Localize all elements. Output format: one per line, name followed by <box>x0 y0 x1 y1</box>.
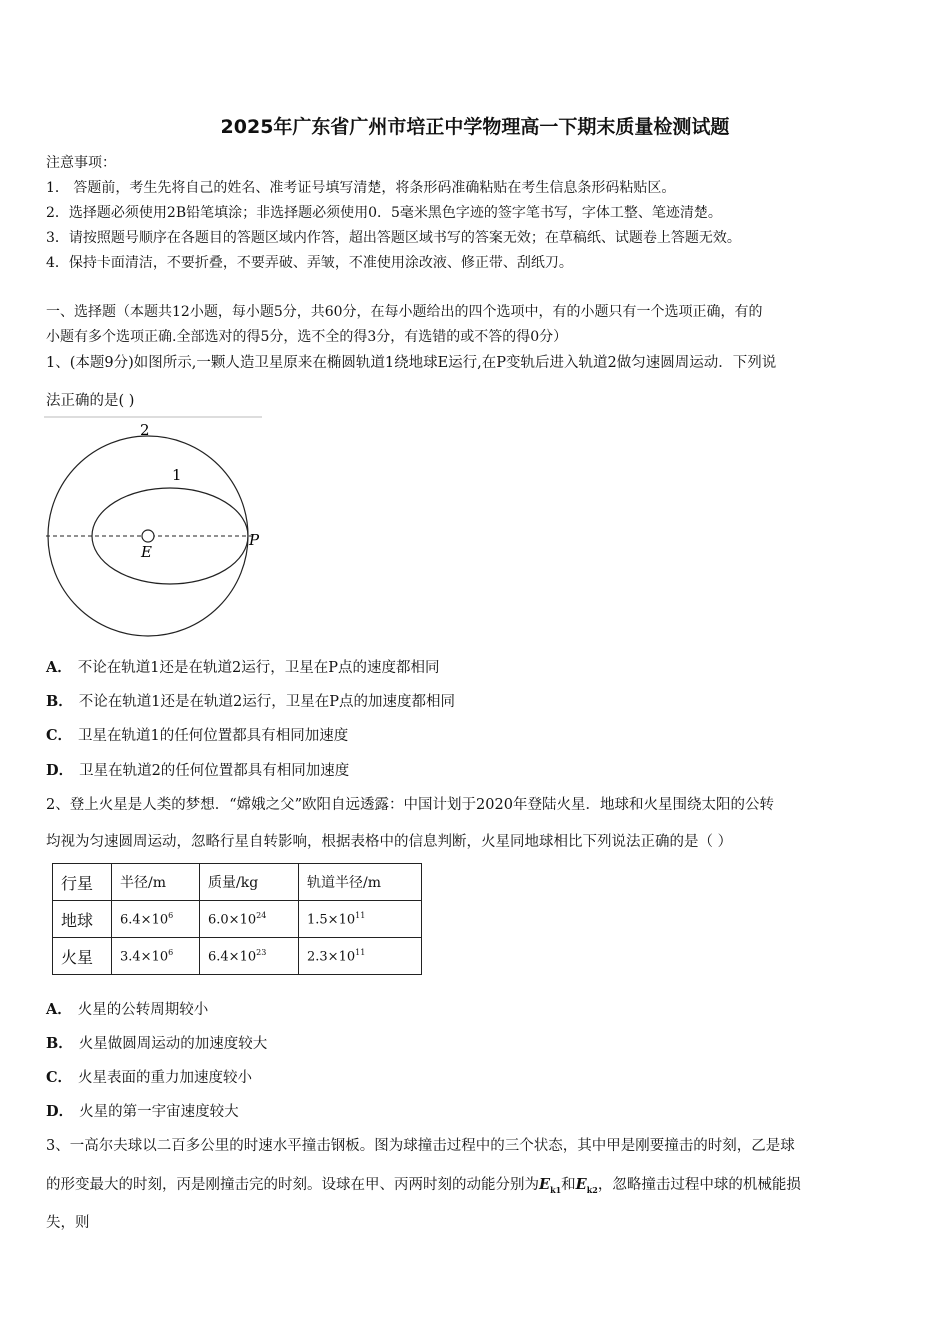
orbit-base: 2.3×10 <box>307 949 356 965</box>
option-text: 卫星在轨道2的任何位置都具有相同加速度 <box>79 763 350 779</box>
question-3-text: 的形变最大的时刻，丙是刚撞击完的时刻。设球在甲、丙两时刻的动能分别为 <box>46 1177 539 1193</box>
orbit-1-label: 1 <box>172 466 182 484</box>
table-row <box>53 901 422 938</box>
notice-item: 4．保持卡面清洁，不要折叠，不要弄破、弄皱，不准使用涂改液、修正带、刮纸刀。 <box>46 255 573 271</box>
mass-base: 6.0×10 <box>208 912 257 928</box>
question-3-text: 和 <box>561 1177 576 1193</box>
option-text: 不论在轨道1还是在轨道2运行，卫星在P点的速度都相同 <box>77 660 440 676</box>
orbit-exponent: 11 <box>355 910 366 920</box>
question-1-line-1: 1、(本题9分)如图所示,一颗人造卫星原来在椭圆轨道1绕地球E运行,在P变轨后进入轨道2做匀速圆周运动．下列说 <box>46 355 777 371</box>
question-2-line-2: 均视为匀速圆周运动，忽略行星自转影响，根据表格中的信息判断，火星同地球相比下列说法正确的是（ ） <box>46 834 733 850</box>
option-letter: D． <box>46 762 74 779</box>
question-3-line-2 <box>46 1173 801 1195</box>
option-letter: C． <box>46 727 73 744</box>
q2-option-a[interactable] <box>46 998 208 1019</box>
page-title: 2025年广东省广州市培正中学物理高一下期末质量检测试题 <box>220 116 730 138</box>
radius-base: 6.4×10 <box>120 912 169 928</box>
option-text: 火星做圆周运动的加速度较大 <box>78 1036 268 1052</box>
mass-cell <box>200 938 299 975</box>
point-p-label: P <box>249 531 260 549</box>
planet-name-cell: 火星 <box>53 938 112 975</box>
q2-option-b[interactable] <box>46 1032 267 1053</box>
mass-base: 6.4×10 <box>208 949 257 965</box>
q1-option-a[interactable] <box>46 656 439 677</box>
earth-circle <box>142 530 154 542</box>
orbit-base: 1.5×10 <box>307 912 356 928</box>
mass-exponent: 23 <box>256 947 267 957</box>
radius-cell <box>112 901 200 938</box>
table-row <box>53 938 422 975</box>
option-letter: A． <box>46 1001 72 1018</box>
section-intro-line-1: 一、选择题（本题共12小题，每小题5分，共60分，在每小题给出的四个选项中，有的小题只有一个选项正确，有的 <box>46 304 763 320</box>
kinetic-energy-symbol <box>576 1176 598 1193</box>
orbit-diagram <box>40 414 270 642</box>
question-2-line-1: 2、登上火星是人类的梦想．“嫦娥之父”欧阳自远透露：中国计划于2020年登陆火星．地球和火星围绕太阳的公转 <box>46 797 774 813</box>
notice-item: 3．请按照题号顺序在各题目的答题区域内作答，超出答题区域书写的答案无效；在草稿纸、试题卷上答题无效。 <box>46 230 741 246</box>
notice-heading: 注意事项： <box>46 155 116 171</box>
question-3-line-1: 3、一高尔夫球以二百多公里的时速水平撞击钢板。图为球撞击过程中的三个状态，其中甲是刚要撞击的时刻，乙是球 <box>46 1138 795 1154</box>
radius-exponent: 6 <box>168 947 174 957</box>
question-3-line-3: 失，则 <box>46 1215 90 1231</box>
mass-exponent: 24 <box>256 910 267 920</box>
option-text: 卫星在轨道1的任何位置都具有相同加速度 <box>78 728 349 744</box>
ek-subscript: k2 <box>586 1184 598 1195</box>
ek-subscript: k1 <box>550 1184 562 1195</box>
ek-letter: E <box>575 1176 587 1193</box>
radius-base: 3.4×10 <box>120 949 169 965</box>
ek-letter: E <box>539 1176 551 1193</box>
mass-cell <box>200 901 299 938</box>
orbit-2-label: 2 <box>140 421 150 439</box>
option-letter: C． <box>46 1069 73 1086</box>
question-3-text: ，忽略撞击过程中球的机械能损 <box>597 1177 801 1193</box>
planet-table <box>52 863 422 975</box>
q1-option-b[interactable] <box>46 690 455 711</box>
orbit-radius-cell <box>299 938 422 975</box>
notice-item: 1． 答题前，考生先将自己的姓名、准考证号填写清楚，将条形码准确粘贴在考生信息条形码粘贴区。 <box>46 180 676 196</box>
kinetic-energy-symbol <box>539 1176 561 1193</box>
table-header-cell: 半径/m <box>112 864 200 901</box>
orbit-exponent: 11 <box>355 947 366 957</box>
q2-option-c[interactable] <box>46 1066 252 1087</box>
table-header-row <box>53 864 422 901</box>
table-header-cell: 行星 <box>53 864 112 901</box>
option-text: 火星表面的重力加速度较小 <box>78 1070 253 1086</box>
table-header-cell: 质量/kg <box>200 864 299 901</box>
q1-option-d[interactable] <box>46 759 349 780</box>
radius-exponent: 6 <box>168 910 174 920</box>
earth-label: E <box>141 543 152 561</box>
option-text: 火星的第一宇宙速度较大 <box>79 1104 239 1120</box>
q1-option-c[interactable] <box>46 724 348 745</box>
option-letter: A． <box>46 659 72 676</box>
notice-item: 2．选择题必须使用2B铅笔填涂；非选择题必须使用0．5毫米黑色字迹的签字笔书写，字体工整、笔迹清楚。 <box>46 205 722 221</box>
table-header-cell: 轨道半径/m <box>299 864 422 901</box>
option-letter: B． <box>46 1035 73 1052</box>
q2-option-d[interactable] <box>46 1100 239 1121</box>
radius-cell <box>112 938 200 975</box>
option-letter: B． <box>46 693 73 710</box>
option-text: 不论在轨道1还是在轨道2运行，卫星在P点的加速度都相同 <box>78 694 455 710</box>
option-text: 火星的公转周期较小 <box>77 1002 209 1018</box>
option-letter: D． <box>46 1103 74 1120</box>
question-1-line-2: 法正确的是( ) <box>46 393 135 409</box>
planet-name-cell: 地球 <box>53 901 112 938</box>
orbit-radius-cell <box>299 901 422 938</box>
section-intro-line-2: 小题有多个选项正确.全部选对的得5分，选不全的得3分，有选错的或不答的得0分） <box>46 329 568 345</box>
